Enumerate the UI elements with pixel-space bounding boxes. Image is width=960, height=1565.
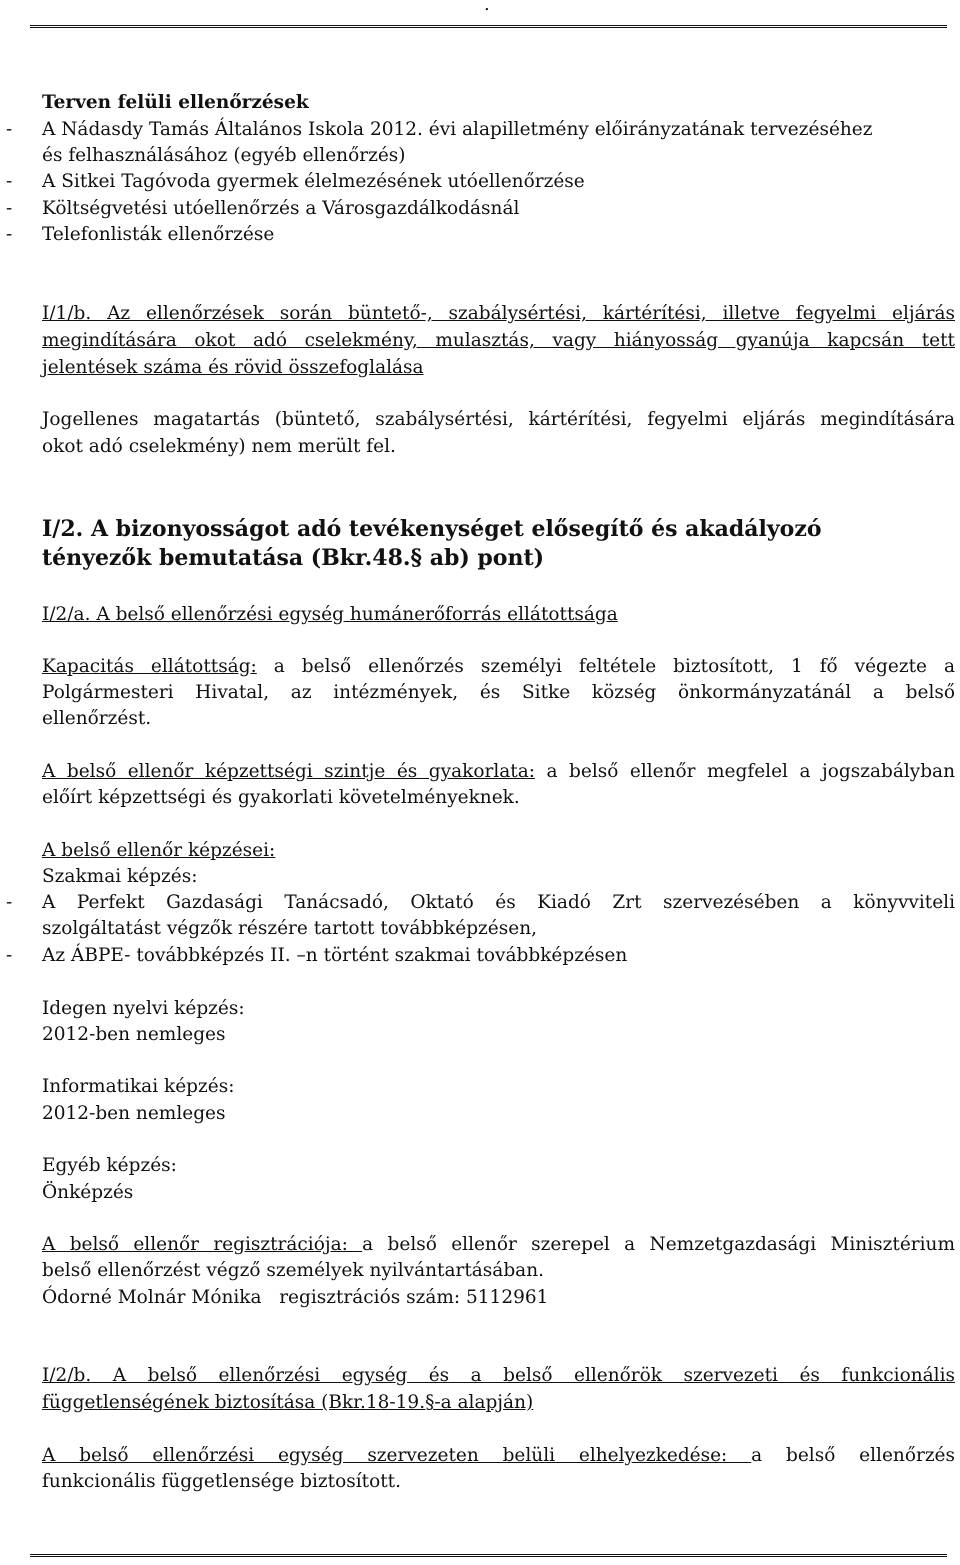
section-heading-i-2: I/2. A bizonyosságot adó tevékenységet elősegítő és akadályozó: [42, 516, 822, 542]
registration-paragraph-line2: belső ellenőrzést végző személyek nyilvántartásában.: [42, 1260, 545, 1281]
it-training-label: Informatikai képzés:: [42, 1076, 235, 1097]
language-training-label: Idegen nyelvi képzés:: [42, 998, 245, 1019]
section-heading-i-2-line2: tényezők bemutatása (Bkr.48.§ ab) pont): [42, 545, 545, 571]
language-training-value: 2012-ben nemleges: [42, 1024, 226, 1045]
section-heading-i-1-b-line3: jelentések száma és rövid összefoglalása: [42, 357, 424, 378]
professional-training-label: Szakmai képzés:: [42, 866, 198, 887]
other-training-label: Egyéb képzés:: [42, 1155, 177, 1176]
placement-paragraph: A belső ellenőrzési egység szervezeten belüli elhelyezkedése: a belső ellenőrzés: [42, 1445, 956, 1466]
trainings-label: A belső ellenőr képzései:: [42, 840, 276, 861]
placement-paragraph-line2: funkcionális függetlensége biztosított.: [42, 1471, 401, 1492]
registration-paragraph: A belső ellenőr regisztrációja: a belső ellenőr szerepel a Nemzetgazdasági Minisztérium: [42, 1234, 955, 1255]
qualification-paragraph-line2: előírt képzettségi és gyakorlati követelményeknek.: [42, 787, 520, 808]
list-item: - Az ÁBPE- továbbképzés II. –n történt szakmai továbbképzésen: [6, 945, 628, 966]
list-item: - A Perfekt Gazdasági Tanácsadó, Oktató és Kiadó Zrt szervezésében a könyvviteli: [6, 892, 955, 913]
subsection-heading-i-2-b-line2: függetlenségének biztosítása (Bkr.18-19.§-a alapján): [42, 1392, 534, 1413]
subsection-heading-i-2-a: I/2/a. A belső ellenőrzési egység humánerőforrás ellátottsága: [42, 604, 618, 625]
section-title-unplanned-audits: Terven felüli ellenőrzések: [42, 92, 309, 113]
page-top-mark: .: [484, 0, 490, 15]
top-rule: [30, 25, 947, 28]
list-item: - A Sitkei Tagóvoda gyermek élelmezésének utóellenőrzése: [6, 171, 585, 192]
list-item-continuation: szolgáltatást végzők részére tartott továbbképzésen,: [42, 918, 537, 939]
capacity-paragraph-line3: ellenőrzést.: [42, 708, 152, 729]
registration-number: Ódorné Molnár Mónika regisztrációs szám: 5112961: [42, 1287, 549, 1308]
capacity-paragraph: Kapacitás ellátottság: a belső ellenőrzés személyi feltétele biztosított, 1 fő végezte a: [42, 656, 955, 677]
section-heading-i-1-b-line2: megindítására okot adó cselekmény, mulasztás, vagy hiányosság gyanúja kapcsán tett: [42, 330, 955, 351]
qualification-paragraph: A belső ellenőr képzettségi szintje és gyakorlata: a belső ellenőr megfelel a jogszabályban: [42, 761, 955, 782]
list-item: - Telefonlisták ellenőrzése: [6, 224, 275, 245]
bottom-rule: [30, 1554, 947, 1557]
paragraph-line2: okot adó cselekmény) nem merült fel.: [42, 436, 396, 457]
list-item-continuation: és felhasználásához (egyéb ellenőrzés): [42, 145, 406, 166]
other-training-value: Önképzés: [42, 1182, 134, 1203]
subsection-heading-i-2-b: I/2/b. A belső ellenőrzési egység és a belső ellenőrök szervezeti és funkcionális: [42, 1365, 955, 1386]
paragraph: Jogellenes magatartás (büntető, szabálysértési, kártérítési, fegyelmi eljárás megindítására: [42, 409, 955, 430]
list-item: - Költségvetési utóellenőrzés a Városgazdálkodásnál: [6, 198, 520, 219]
it-training-value: 2012-ben nemleges: [42, 1103, 226, 1124]
capacity-paragraph-line2: Polgármesteri Hivatal, az intézmények, és Sitke község önkormányzatánál a belső: [42, 682, 955, 703]
section-heading-i-1-b: I/1/b. Az ellenőrzések során büntető-, szabálysértési, kártérítési, illetve fegyelmi eljárás: [42, 303, 955, 324]
list-item: - A Nádasdy Tamás Általános Iskola 2012. évi alapilletmény előirányzatának tervezéséhez: [6, 119, 873, 140]
